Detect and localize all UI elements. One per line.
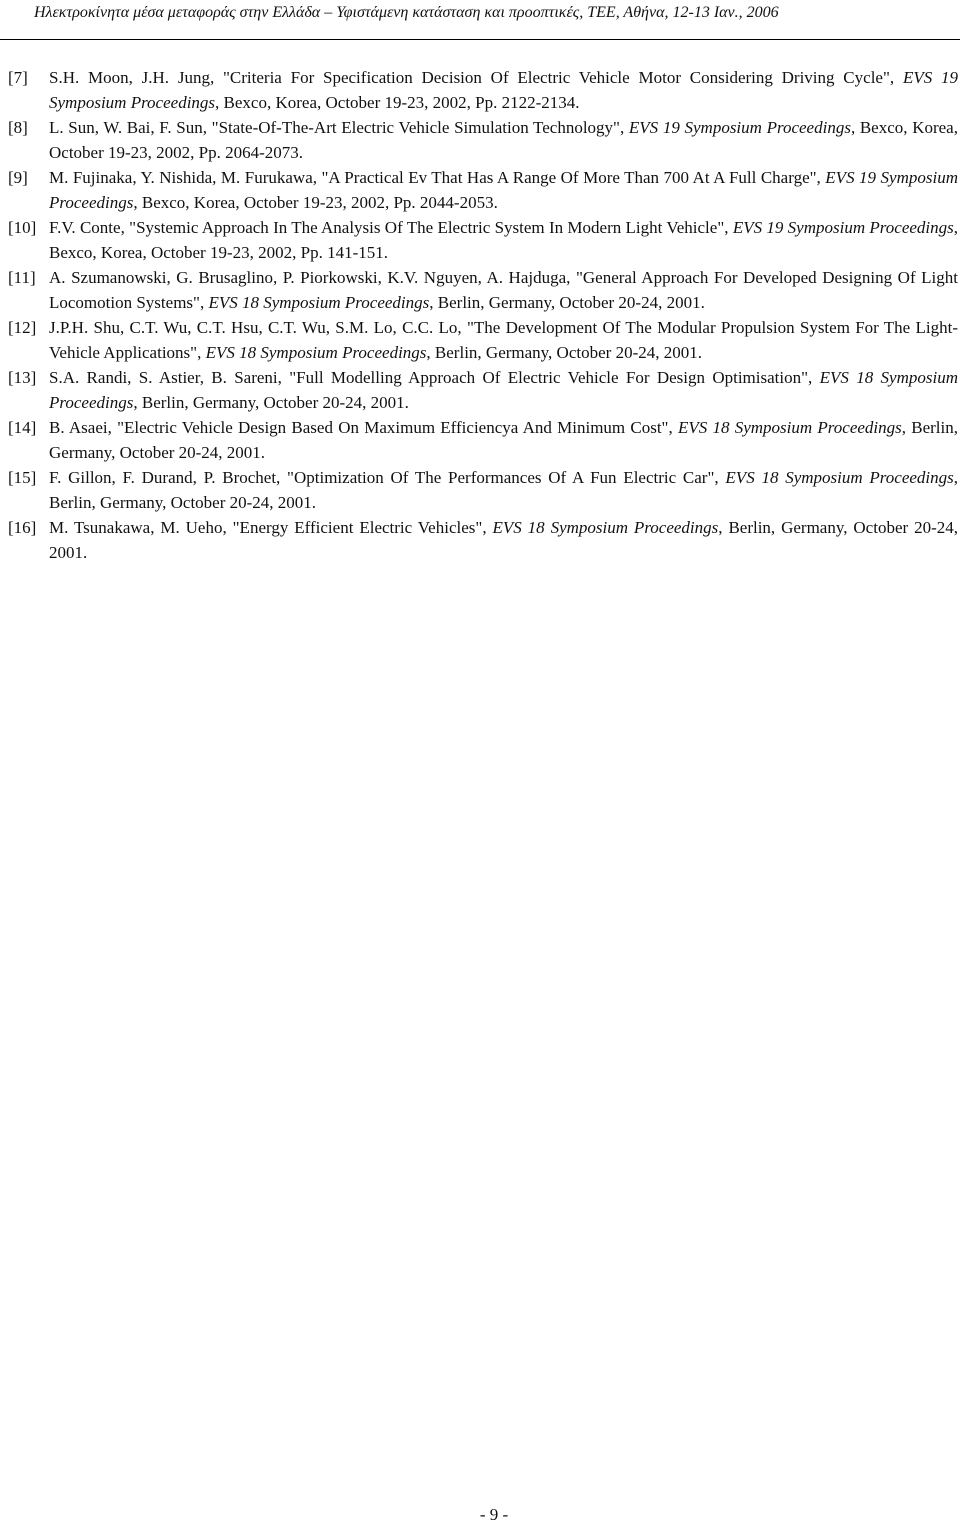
running-header-title: Ηλεκτροκίνητα μέσα μεταφοράς στην Ελλάδα – Υφιστάμενη κατάσταση και προοπτικές, ΤΕΕ, Αθήνα, 12-13 Ιαν., 2006 [34,4,779,21]
reference-venue: EVS 19 Symposium Proceedings [628,118,851,137]
reference-number: [15] [8,468,37,487]
reference-details: , Berlin, Germany, October 20-24, 2001. [49,518,958,562]
reference-authors-title: F. Gillon, F. Durand, P. Brochet, "Optimization Of The Performances Of A Fun Electric Car", [49,468,726,487]
reference-authors-title: M. Tsunakawa, M. Ueho, "Energy Efficient Electric Vehicles", [49,518,493,537]
reference-venue: EVS 18 Symposium Proceedings [205,343,427,362]
reference-venue: EVS 18 Symposium Proceedings [492,518,719,537]
reference-authors-title: L. Sun, W. Bai, F. Sun, "State-Of-The-Art Electric Vehicle Simulation Technology", [49,118,629,137]
reference-item [8,515,958,565]
reference-authors-title: F.V. Conte, "Systemic Approach In The Analysis Of The Electric System In Modern Light Vehicle", [49,218,733,237]
reference-item [8,465,958,515]
reference-venue: EVS 19 Symposium Proceedings [49,168,958,212]
reference-number: [11] [8,268,36,287]
reference-venue: EVS 18 Symposium Proceedings [208,293,430,312]
reference-text [49,68,958,112]
reference-item [8,315,958,365]
reference-number: [14] [8,418,37,437]
reference-text [49,168,958,212]
reference-item [8,165,958,215]
reference-venue: EVS 18 Symposium Proceedings [677,418,902,437]
reference-authors-title: S.H. Moon, J.H. Jung, "Criteria For Specification Decision Of Electric Vehicle Motor Considering Driving Cycle", [49,68,903,87]
reference-text [49,418,958,462]
reference-details: , Berlin, Germany, October 20-24, 2001. [429,293,705,312]
reference-number: [16] [8,518,37,537]
reference-authors-title: B. Asaei, "Electric Vehicle Design Based On Maximum Efficiencya And Minimum Cost", [49,418,678,437]
reference-number: [10] [8,218,37,237]
reference-list [8,65,958,565]
reference-item [8,265,958,315]
reference-venue: EVS 19 Symposium Proceedings [49,68,958,112]
reference-text [49,468,958,512]
reference-details: , Berlin, Germany, October 20-24, 2001. [133,393,409,412]
page-number: - 9 - [479,1505,509,1524]
reference-details: , Berlin, Germany, October 20-24, 2001. [49,468,958,512]
reference-number: [9] [8,168,28,187]
reference-text [49,318,958,362]
reference-number: [7] [8,68,28,87]
reference-details: , Berlin, Germany, October 20-24, 2001. [426,343,702,362]
reference-details: , Bexco, Korea, October 19-23, 2002, Pp. 2044-2053. [133,193,498,212]
reference-text [49,518,958,562]
reference-venue: EVS 19 Symposium Proceedings [732,218,954,237]
reference-text [49,118,958,162]
reference-text [49,218,958,262]
running-header [0,2,960,40]
reference-authors-title: S.A. Randi, S. Astier, B. Sareni, "Full Modelling Approach Of Electric Vehicle For Design Optimisation", [49,368,820,387]
reference-item [8,215,958,265]
reference-details: , Bexco, Korea, October 19-23, 2002, Pp. 141-151. [49,218,958,262]
reference-details: , Bexco, Korea, October 19-23, 2002, Pp. 2122-2134. [215,93,580,112]
reference-number: [8] [8,118,28,137]
reference-venue: EVS 18 Symposium Proceedings [725,468,954,487]
reference-text [49,268,958,312]
reference-details: , Berlin, Germany, October 20-24, 2001. [49,418,958,462]
reference-text [49,368,958,412]
reference-item [8,65,958,115]
reference-number: [13] [8,368,37,387]
reference-authors-title: J.P.H. Shu, C.T. Wu, C.T. Hsu, C.T. Wu, S.M. Lo, C.C. Lo, "The Development Of The Modular Propulsion System For The Light-Vehicle Applications", [49,318,958,362]
reference-item [8,365,958,415]
reference-item [8,115,958,165]
reference-authors-title: M. Fujinaka, Y. Nishida, M. Furukawa, "A Practical Ev That Has A Range Of More Than 700 At A Full Charge", [49,168,826,187]
reference-details: , Bexco, Korea, October 19-23, 2002, Pp. 2064-2073. [49,118,958,162]
reference-authors-title: A. Szumanowski, G. Brusaglino, P. Piorkowski, K.V. Nguyen, A. Hajduga, "General Approach For Developed Designing Of Light Locomotion Systems", [49,268,958,312]
reference-number: [12] [8,318,37,337]
reference-venue: EVS 18 Symposium Proceedings [49,368,958,412]
reference-item [8,415,958,465]
